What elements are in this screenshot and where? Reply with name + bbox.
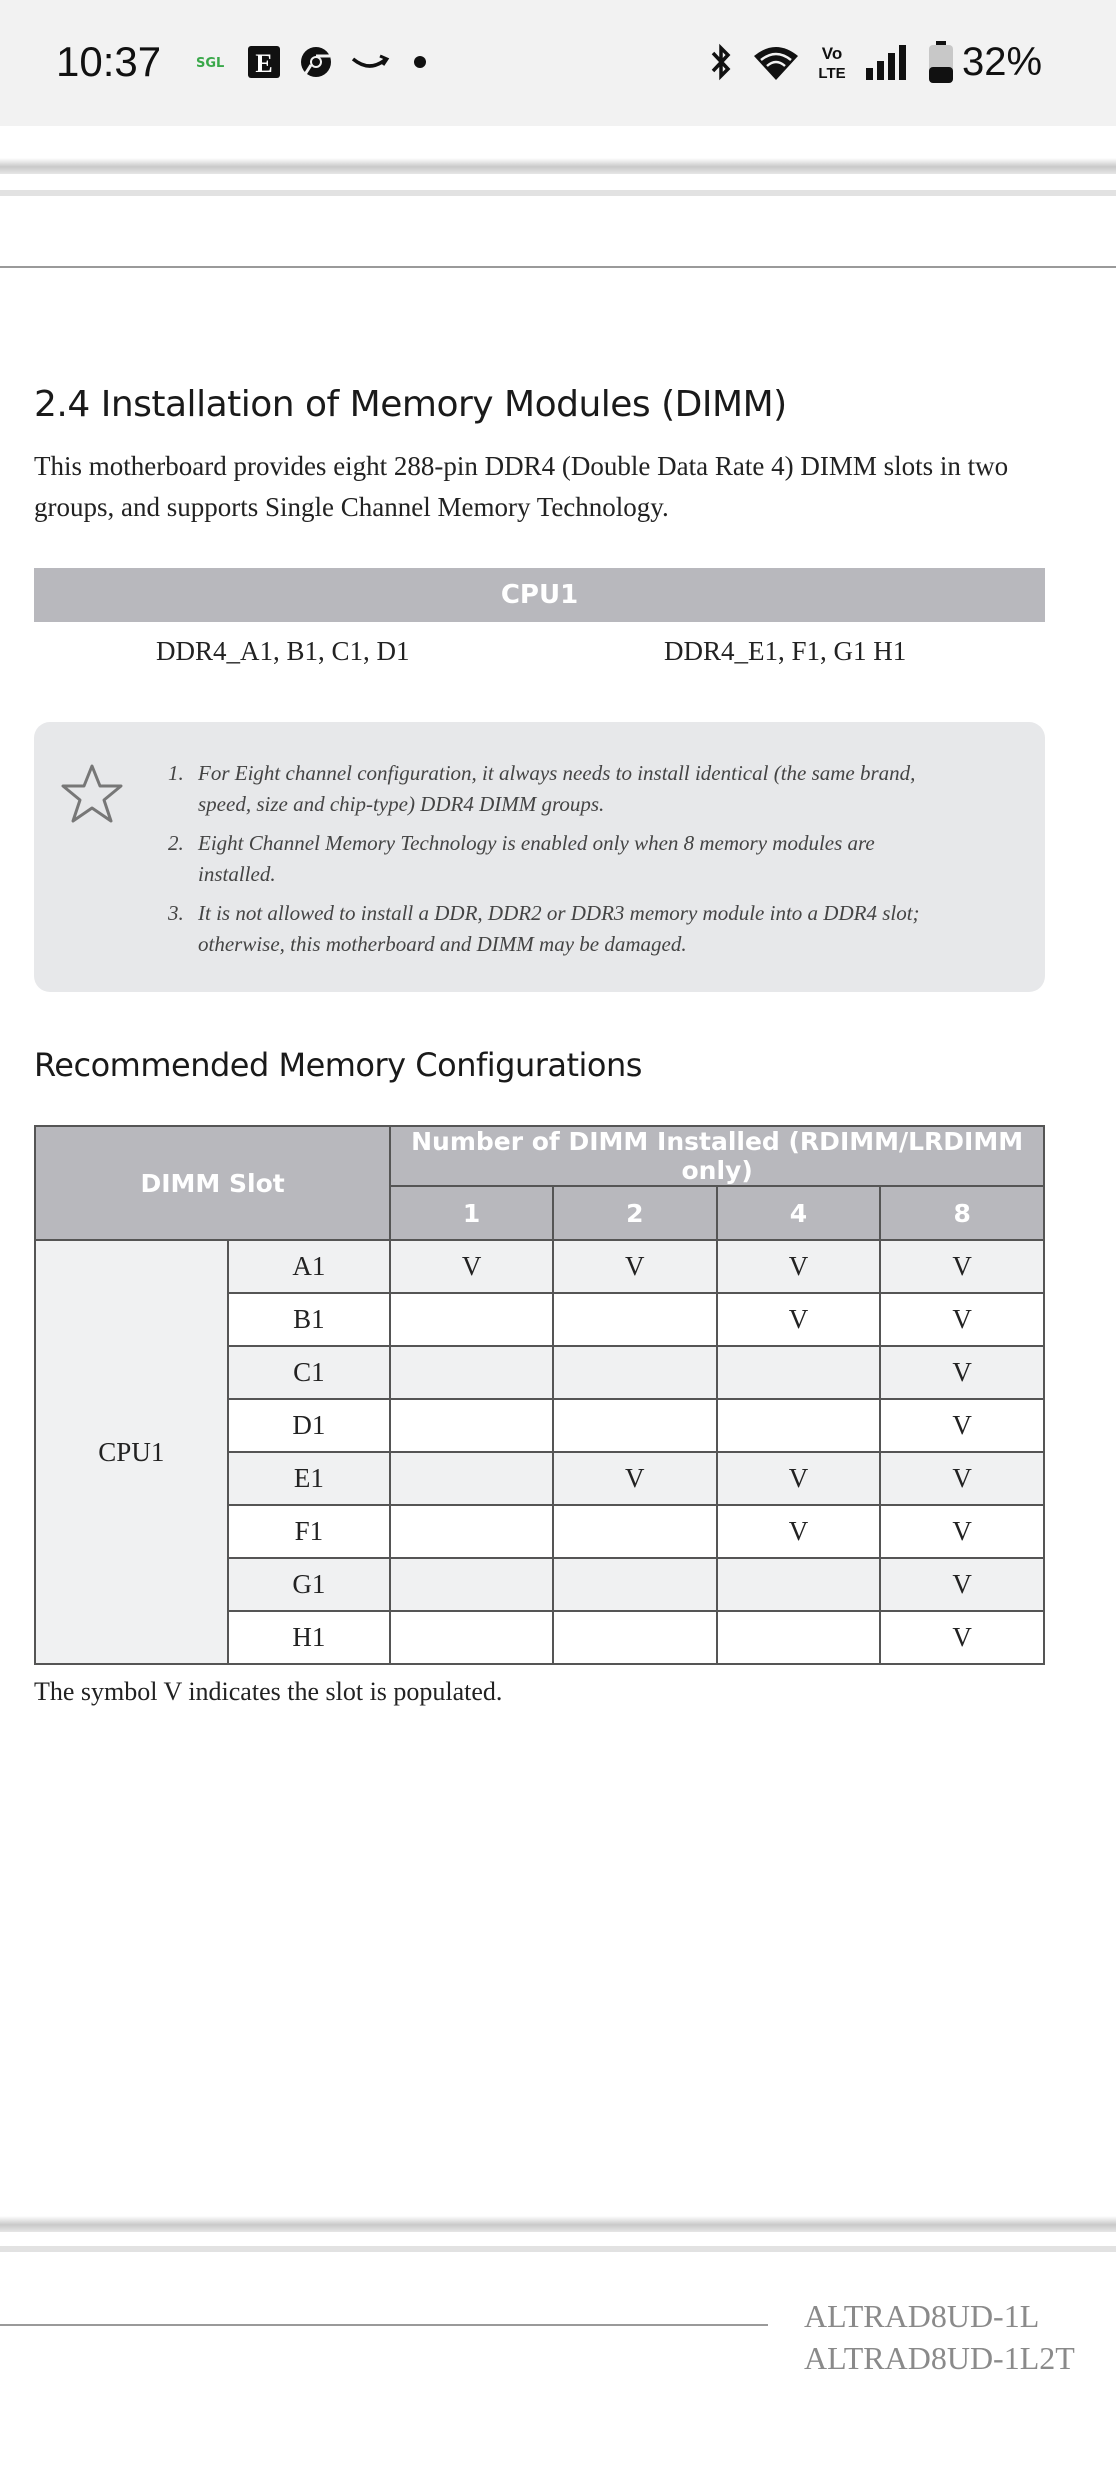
ddr-group-left: DDR4_A1, B1, C1, D1 [156,636,410,666]
table-cell: V [880,1240,1044,1293]
ddr-group-right: DDR4_E1, F1, G1 H1 [664,636,907,666]
table-cell [717,1558,881,1611]
count-header-cell: 1 [390,1186,553,1240]
table-footnote: The symbol V indicates the slot is populated. [34,1677,503,1706]
slot-cell: E1 [228,1452,391,1505]
slot-cell: D1 [228,1399,391,1452]
table-cell [390,1293,553,1346]
star-icon [60,762,124,826]
table-cell [553,1505,717,1558]
dot-icon [408,44,432,80]
recommended-title: Recommended Memory Configurations [34,1046,642,1084]
table-cell [717,1611,881,1664]
section-body: This motherboard provides eight 288-pin DDR4 (Double Data Rate 4) DIMM slots in two groups, and supports Single Channel Memory Technology. [34,451,1009,522]
table-cell [553,1558,717,1611]
table-cell: V [717,1240,881,1293]
table-cell: V [717,1452,881,1505]
table-cell: V [880,1452,1044,1505]
cpu-label-cell: CPU1 [35,1240,228,1664]
table-cell [390,1505,553,1558]
section-title: 2.4 Installation of Memory Modules (DIMM) [34,384,787,425]
table-cell [553,1611,717,1664]
table-cell [553,1293,717,1346]
note-list [168,758,928,968]
svg-text:Vo: Vo [821,44,843,63]
count-header-cell: 8 [880,1186,1044,1240]
volte-icon [814,44,850,80]
table-cell [717,1346,881,1399]
svg-text:LTE: LTE [818,65,846,82]
table-cell [717,1399,881,1452]
bluetooth-icon [704,44,738,80]
cpu-bar: CPU1 [34,568,1045,622]
table-cell [553,1399,717,1452]
svg-text:E: E [255,49,273,78]
battery-percent: 32% [962,40,1043,84]
table-cell: V [717,1505,881,1558]
table-cell: V [390,1240,553,1293]
footer-rule [0,2324,768,2326]
count-header-cell: 4 [717,1186,881,1240]
table-cell [553,1346,717,1399]
table-cell: V [880,1611,1044,1664]
chrome-icon [298,44,334,80]
cell-signal-icon [860,44,912,80]
footer-model-2: ALTRAD8UD-1L2T [804,2340,1075,2376]
svg-text:SGL: SGL [196,56,225,71]
page-divider-top-inner [0,190,1116,196]
slot-cell: C1 [228,1346,391,1399]
table-cell: V [553,1452,717,1505]
note-item: 2. Eight Channel Memory Technology is enabled only when 8 memory modules are installed. [168,831,875,886]
signal-app-icon [192,44,230,80]
slot-cell: A1 [228,1240,391,1293]
wifi-icon [750,44,802,80]
table-cell [390,1452,553,1505]
status-time: 10:37 [56,38,162,85]
e-news-icon [246,44,282,80]
slot-cell: G1 [228,1558,391,1611]
table-cell [390,1611,553,1664]
note-item: 3. It is not allowed to install a DDR, DDR2 or DDR3 memory module into a DDR4 slot; otherwise, this motherboard and DIMM may be damaged. [168,901,920,956]
dimm-slot-header: DIMM Slot [35,1126,390,1240]
table-cell: V [880,1399,1044,1452]
table-cell [390,1558,553,1611]
table-cell [390,1346,553,1399]
count-header-cell: 2 [553,1186,717,1240]
status-bar [0,0,1116,126]
slot-cell: F1 [228,1505,391,1558]
table-cell: V [880,1558,1044,1611]
table-cell: V [717,1293,881,1346]
footer-model-1: ALTRAD8UD-1L [804,2298,1040,2334]
header-rule [0,266,1116,268]
slot-cell: B1 [228,1293,391,1346]
page-divider-top [0,158,1116,174]
amazon-icon [350,44,390,80]
note-item: 1. For Eight channel configuration, it always needs to install identical (the same brand, speed, size and chip-type) DDR4 DIMM groups. [168,761,916,816]
slot-cell: H1 [228,1611,391,1664]
dimm-count-header: Number of DIMM Installed (RDIMM/LRDIMM only) [390,1126,1044,1186]
table-cell: V [880,1293,1044,1346]
table-cell: V [880,1505,1044,1558]
table-cell [390,1399,553,1452]
memory-config-table [34,1125,1045,1665]
table-cell: V [880,1346,1044,1399]
battery-icon [924,44,958,80]
page-divider-bottom-inner [0,2246,1116,2252]
page-divider-bottom [0,2216,1116,2232]
table-cell: V [553,1240,717,1293]
table-row [35,1240,1044,1293]
